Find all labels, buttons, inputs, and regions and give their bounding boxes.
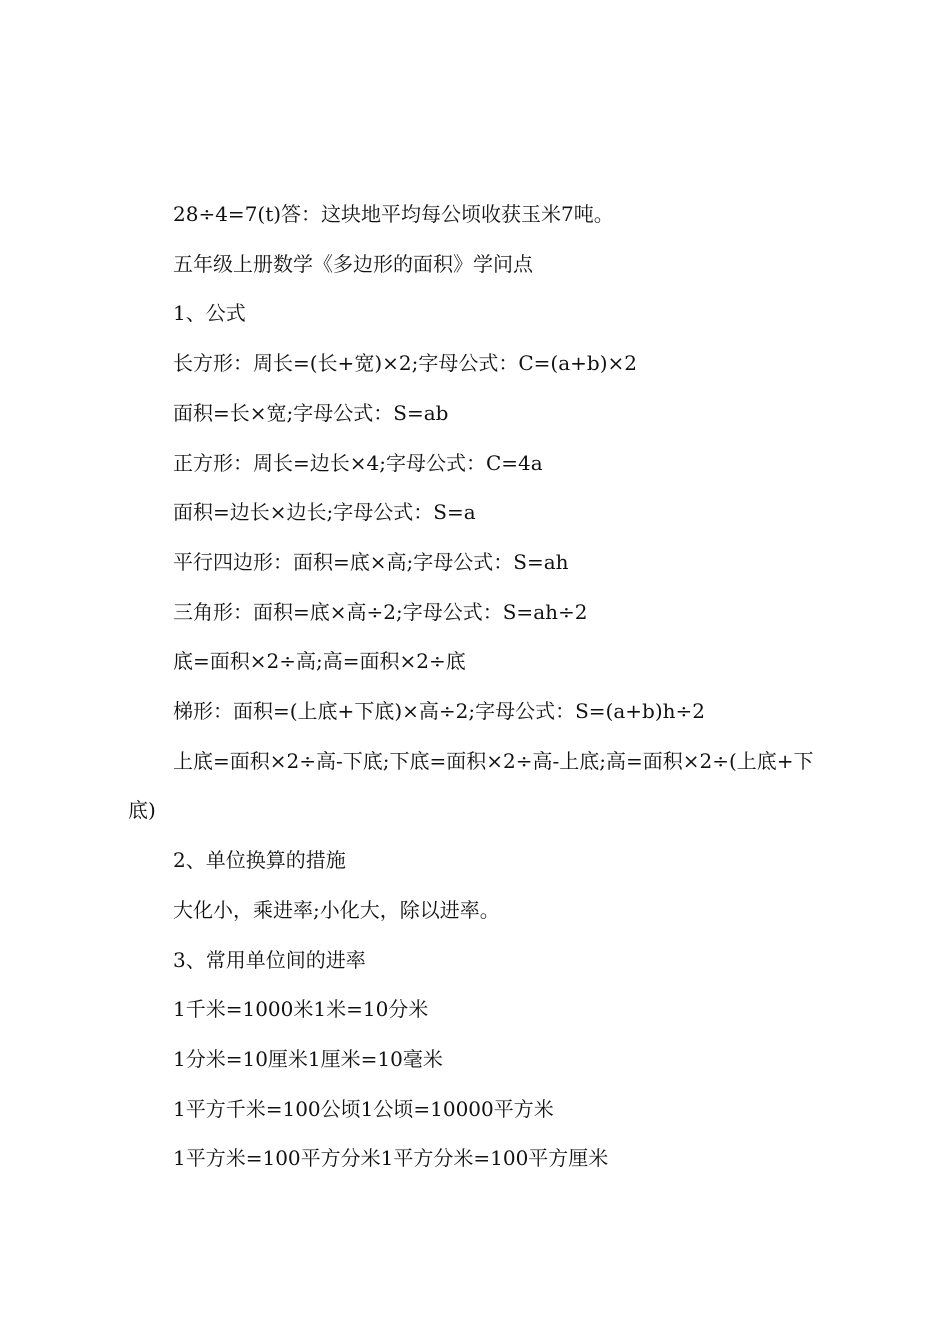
heading-formulas: 1、公式 bbox=[173, 301, 246, 326]
trapezoid-derivations: 上底=面积×2÷高-下底;下底=面积×2÷高-上底;高=面积×2÷(上底+下底) bbox=[128, 748, 814, 823]
triangle-base-height: 底=面积×2÷高;高=面积×2÷底 bbox=[173, 649, 466, 674]
square-perimeter: 正方形：周长=边长×4;字母公式：C=4a bbox=[173, 450, 543, 475]
area-rates-2: 1平方米=100平方分米1平方分米=100平方厘米 bbox=[173, 1146, 609, 1171]
parallelogram-area: 平行四边形：面积=底×高;字母公式：S=ah bbox=[173, 549, 569, 574]
triangle-area: 三角形：面积=底×高÷2;字母公式：S=ah÷2 bbox=[173, 599, 588, 624]
heading-unit-conversion: 2、单位换算的措施 bbox=[173, 848, 346, 873]
rectangle-perimeter: 长方形：周长=(长+宽)×2;字母公式：C=(a+b)×2 bbox=[173, 351, 637, 376]
document-body bbox=[128, 190, 840, 1184]
length-rates-1: 1千米=1000米1米=10分米 bbox=[173, 997, 429, 1022]
section-title: 五年级上册数学《多边形的面积》学问点 bbox=[173, 251, 533, 276]
conversion-rule: 大化小，乘进率;小化大，除以进率。 bbox=[173, 897, 500, 922]
length-rates-2: 1分米=10厘米1厘米=10毫米 bbox=[173, 1046, 443, 1071]
heading-common-rates: 3、常用单位间的进率 bbox=[173, 947, 366, 972]
square-area: 面积=边长×边长;字母公式：S=a bbox=[173, 500, 476, 525]
paragraph-answer: 28÷4=7(t)答：这块地平均每公顷收获玉米7吨。 bbox=[173, 202, 614, 226]
trapezoid-area: 梯形：面积=(上底+下底)×高÷2;字母公式：S=(a+b)h÷2 bbox=[173, 699, 706, 724]
rectangle-area: 面积=长×宽;字母公式：S=ab bbox=[173, 400, 449, 425]
area-rates-1: 1平方千米=100公顷1公顷=10000平方米 bbox=[173, 1096, 554, 1121]
